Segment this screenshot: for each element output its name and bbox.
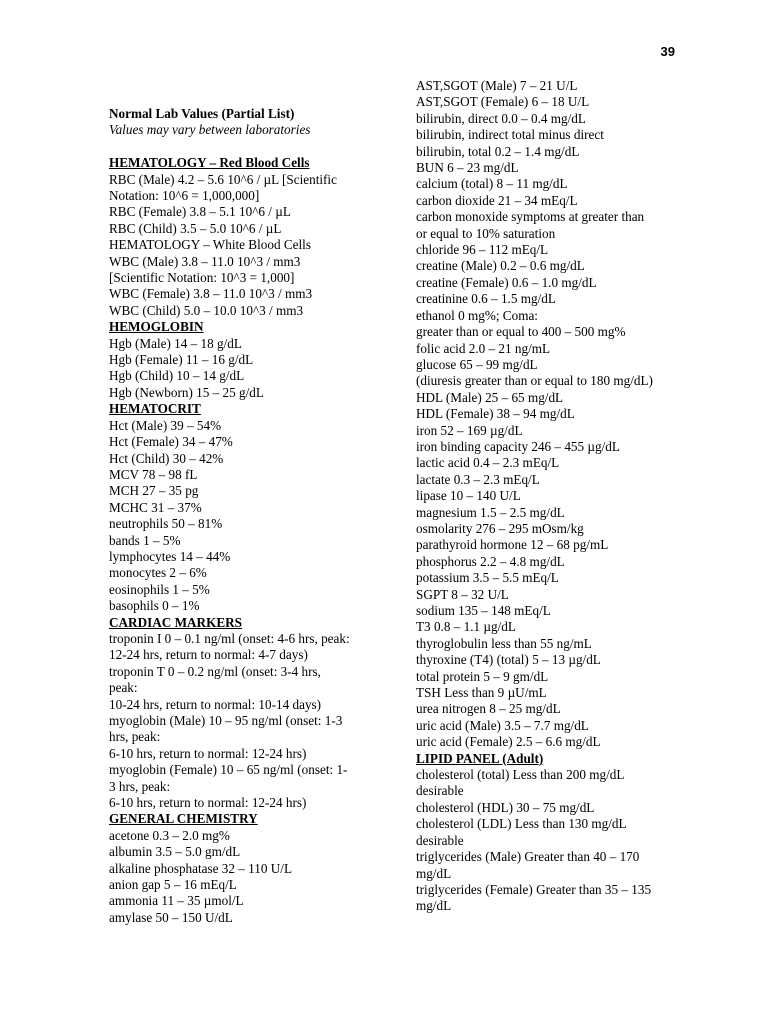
lab-value-line: eosinophils 1 – 5%	[109, 581, 210, 597]
lab-value-line: ethanol 0 mg%; Coma:	[416, 307, 538, 323]
lab-value-line: Hct (Female) 34 – 47%	[109, 434, 233, 450]
lab-value-line: acetone 0.3 – 2.0 mg%	[109, 827, 230, 843]
lab-value-line: monocytes 2 – 6%	[109, 565, 207, 581]
lab-value-line: WBC (Female) 3.8 – 11.0 10^3 / mm3	[109, 286, 313, 302]
document-subtitle: Values may vary between laboratories	[109, 122, 311, 138]
right-column	[416, 78, 681, 915]
section-heading: HEMATOCRIT	[109, 401, 201, 417]
lab-value-line: 10-24 hrs, return to normal: 10-14 days)	[109, 696, 322, 712]
lab-value-line: iron 52 – 169 µg/dL	[416, 422, 523, 438]
lab-value-line: uric acid (Female) 2.5 – 6.6 mg/dL	[416, 734, 601, 750]
document-title: Normal Lab Values (Partial List)	[109, 106, 295, 121]
lab-value-line: Notation: 10^6 = 1,000,000]	[109, 188, 260, 204]
lab-value-line: triglycerides (Female) Greater than 35 – 135	[416, 881, 652, 897]
lab-value-line: mg/dL	[416, 898, 452, 914]
section-heading: LIPID PANEL (Adult)	[416, 750, 544, 766]
lab-value-line: anion gap 5 – 16 mEq/L	[109, 877, 237, 893]
lab-value-line: Hct (Male) 39 – 54%	[109, 417, 222, 433]
section-heading: HEMOGLOBIN	[109, 319, 204, 335]
lab-value-line: thyroglobulin less than 55 ng/mL	[416, 635, 592, 651]
lab-value-line: cholesterol (LDL) Less than 130 mg/dL	[416, 816, 627, 832]
lab-value-line: myoglobin (Male) 10 – 95 ng/ml (onset: 1-3	[109, 713, 343, 729]
lab-value-line: osmolarity 276 – 295 mOsm/kg	[416, 520, 584, 536]
lab-value-line: triglycerides (Male) Greater than 40 – 170	[416, 849, 640, 865]
lab-value-line: Hgb (Female) 11 – 16 g/dL	[109, 352, 254, 368]
lab-value-line: 6-10 hrs, return to normal: 12-24 hrs)	[109, 745, 307, 761]
lab-value-line: bands 1 – 5%	[109, 532, 181, 548]
lab-value-line: SGPT 8 – 32 U/L	[416, 586, 509, 602]
lab-value-line: AST,SGOT (Female) 6 – 18 U/L	[416, 94, 590, 110]
lab-value-line: MCH 27 – 35 pg	[109, 483, 199, 499]
lab-value-line: greater than or equal to 400 – 500 mg%	[416, 324, 626, 340]
lab-value-line: albumin 3.5 – 5.0 gm/dL	[109, 844, 241, 860]
lab-value-line: creatine (Male) 0.2 – 0.6 mg/dL	[416, 258, 585, 274]
lab-value-line: total protein 5 – 9 gm/dL	[416, 668, 549, 684]
lab-value-line: bilirubin, total 0.2 – 1.4 mg/dL	[416, 143, 580, 159]
lab-value-line: BUN 6 – 23 mg/dL	[416, 160, 519, 176]
lab-value-line: bilirubin, direct 0.0 – 0.4 mg/dL	[416, 110, 586, 126]
lab-value-line: WBC (Male) 3.8 – 11.0 10^3 / mm3	[109, 253, 301, 269]
right-lines	[416, 78, 681, 915]
lab-value-line: peak:	[109, 680, 138, 696]
lab-value-line: TSH Less than 9 µU/mL	[416, 685, 547, 701]
page-number: 39	[660, 44, 675, 59]
left-column	[109, 106, 379, 926]
spacer	[109, 139, 379, 155]
lab-value-line: 6-10 hrs, return to normal: 12-24 hrs)	[109, 795, 307, 811]
lab-value-line: chloride 96 – 112 mEq/L	[416, 242, 549, 258]
lab-value-line: ammonia 11 – 35 µmol/L	[109, 893, 244, 909]
lab-value-line: WBC (Child) 5.0 – 10.0 10^3 / mm3	[109, 302, 304, 318]
lab-value-line: desirable	[416, 783, 464, 799]
lab-value-line: 3 hrs, peak:	[109, 778, 171, 794]
lab-value-line: (diuresis greater than or equal to 180 mg/dL)	[416, 373, 653, 389]
lab-value-line: Hgb (Child) 10 – 14 g/dL	[109, 368, 245, 384]
lab-value-line: HDL (Female) 38 – 94 mg/dL	[416, 406, 575, 422]
lab-value-line: carbon monoxide symptoms at greater than	[416, 209, 645, 225]
lab-value-line: or equal to 10% saturation	[416, 225, 556, 241]
lab-value-line: magnesium 1.5 – 2.5 mg/dL	[416, 504, 565, 520]
lab-value-line: folic acid 2.0 – 21 ng/mL	[416, 340, 551, 356]
lab-value-line: lactic acid 0.4 – 2.3 mEq/L	[416, 455, 560, 471]
lab-value-line: RBC (Child) 3.5 – 5.0 10^6 / µL	[109, 220, 282, 236]
lab-value-line: glucose 65 – 99 mg/dL	[416, 356, 538, 372]
lab-value-line: neutrophils 50 – 81%	[109, 516, 223, 532]
lab-value-line: bilirubin, indirect total minus direct	[416, 127, 604, 143]
lab-value-line: alkaline phosphatase 32 – 110 U/L	[109, 860, 292, 876]
section-heading: HEMATOLOGY – Red Blood Cells	[109, 155, 310, 171]
lab-value-line: hrs, peak:	[109, 729, 161, 745]
lab-value-line: phosphorus 2.2 – 4.8 mg/dL	[416, 553, 565, 569]
lab-value-line: Hct (Child) 30 – 42%	[109, 450, 224, 466]
lab-value-line: myoglobin (Female) 10 – 65 ng/ml (onset: 1-	[109, 762, 348, 778]
lab-value-line: AST,SGOT (Male) 7 – 21 U/L	[416, 78, 578, 93]
lab-value-line: calcium (total) 8 – 11 mg/dL	[416, 176, 568, 192]
lab-value-line: Hgb (Male) 14 – 18 g/dL	[109, 335, 242, 351]
lab-value-line: cholesterol (HDL) 30 – 75 mg/dL	[416, 799, 595, 815]
lab-value-line: lactate 0.3 – 2.3 mEq/L	[416, 471, 540, 487]
lab-value-line: iron binding capacity 246 – 455 µg/dL	[416, 438, 620, 454]
lab-value-line: cholesterol (total) Less than 200 mg/dL	[416, 767, 625, 783]
lab-value-line: 12-24 hrs, return to normal: 4-7 days)	[109, 647, 308, 663]
lab-value-line: sodium 135 – 148 mEq/L	[416, 603, 551, 618]
lab-value-line: creatinine 0.6 – 1.5 mg/dL	[416, 291, 556, 307]
lab-value-line: troponin I 0 – 0.1 ng/ml (onset: 4-6 hrs, peak:	[109, 630, 350, 646]
lab-value-line: HEMATOLOGY – White Blood Cells	[109, 237, 311, 253]
lab-value-line: mg/dL	[416, 865, 452, 881]
lab-value-line: MCV 78 – 98 fL	[109, 466, 198, 482]
lab-value-line: [Scientific Notation: 10^3 = 1,000]	[109, 270, 295, 286]
section-heading: CARDIAC MARKERS	[109, 614, 242, 630]
lab-value-line: T3 0.8 – 1.1 µg/dL	[416, 619, 516, 635]
lab-value-line: MCHC 31 – 37%	[109, 499, 202, 515]
lab-value-line: thyroxine (T4) (total) 5 – 13 µg/dL	[416, 652, 601, 668]
lab-value-line: basophils 0 – 1%	[109, 598, 200, 614]
lab-value-line: troponin T 0 – 0.2 ng/ml (onset: 3-4 hrs,	[109, 663, 321, 679]
lab-value-line: parathyroid hormone 12 – 68 pg/mL	[416, 537, 609, 553]
lab-value-line: Hgb (Newborn) 15 – 25 g/dL	[109, 384, 264, 400]
lab-value-line: lipase 10 – 140 U/L	[416, 488, 521, 504]
lab-value-line: amylase 50 – 150 U/dL	[109, 909, 233, 925]
lab-value-line: urea nitrogen 8 – 25 mg/dL	[416, 701, 561, 717]
lab-value-line: uric acid (Male) 3.5 – 7.7 mg/dL	[416, 717, 589, 733]
lab-value-line: RBC (Female) 3.8 – 5.1 10^6 / µL	[109, 204, 291, 220]
left-lines	[109, 155, 379, 926]
section-heading: GENERAL CHEMISTRY	[109, 811, 258, 827]
lab-value-line: potassium 3.5 – 5.5 mEq/L	[416, 570, 559, 586]
lab-value-line: lymphocytes 14 – 44%	[109, 548, 231, 564]
lab-value-line: carbon dioxide 21 – 34 mEq/L	[416, 192, 578, 208]
lab-value-line: desirable	[416, 832, 464, 848]
lab-value-line: HDL (Male) 25 – 65 mg/dL	[416, 389, 564, 405]
lab-value-line: RBC (Male) 4.2 – 5.6 10^6 / µL [Scientific	[109, 171, 337, 187]
lab-value-line: creatine (Female) 0.6 – 1.0 mg/dL	[416, 274, 597, 290]
